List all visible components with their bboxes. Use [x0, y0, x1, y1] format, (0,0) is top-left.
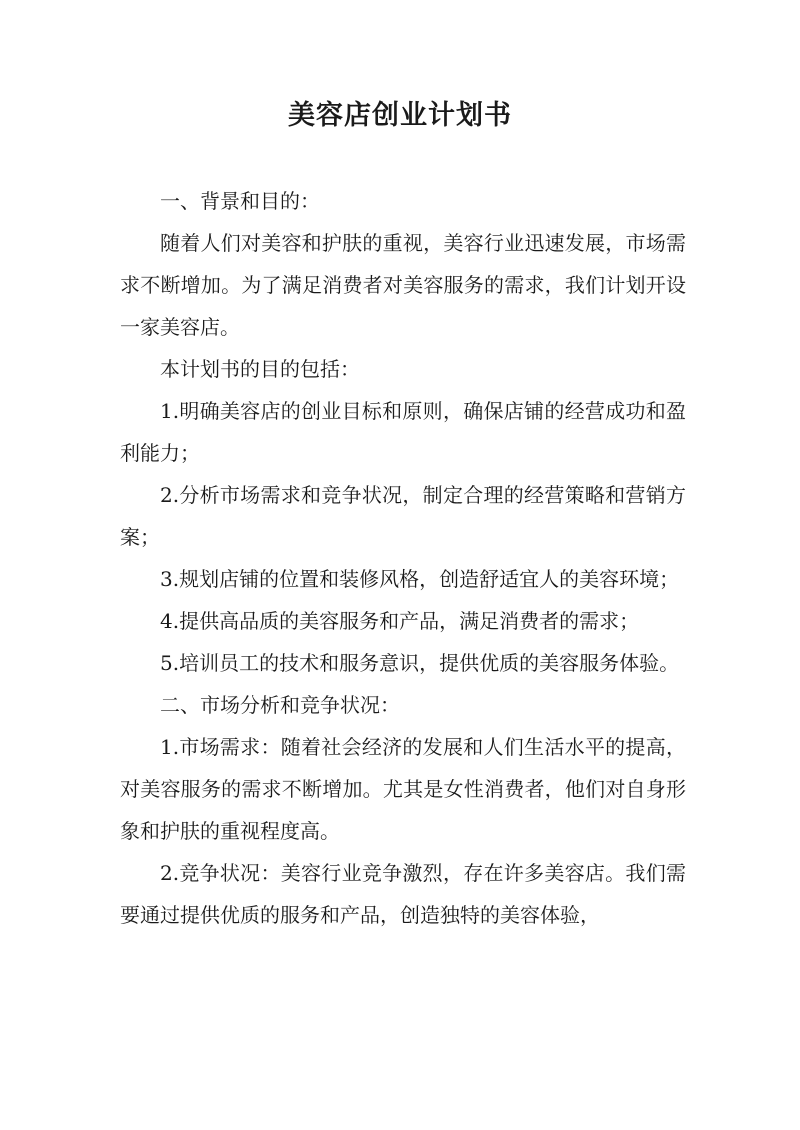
market-item-1: 1.市场需求：随着社会经济的发展和人们生活水平的提高，对美容服务的需求不断增加。尤其是女性消费者，他们对自身形象和护肤的重视程度高。: [120, 735, 686, 843]
goal-item-1: 1.明确美容店的创业目标和原则，确保店铺的经营成功和盈利能力；: [120, 399, 686, 465]
goal-item-3: 3.规划店铺的位置和装修风格，创造舒适宜人的美容环境；: [160, 567, 680, 591]
paragraph-background: 随着人们对美容和护肤的重视，美容行业迅速发展，市场需求不断增加。为了满足消费者对美容服务的需求，我们计划开设一家美容店。: [120, 231, 686, 339]
section-heading-market: 二、市场分析和竞争状况：: [160, 693, 400, 717]
market-item-2: 2.竞争状况：美容行业竞争激烈，存在许多美容店。我们需要通过提供优质的服务和产品，创造独特的美容体验，: [120, 861, 686, 927]
goal-item-5: 5.培训员工的技术和服务意识，提供优质的美容服务体验。: [160, 651, 680, 675]
paragraph-goals-intro: 本计划书的目的包括：: [160, 357, 360, 381]
goal-item-4: 4.提供高品质的美容服务和产品，满足消费者的需求；: [160, 609, 640, 633]
document-body: [120, 180, 686, 936]
document-title: 美容店创业计划书: [288, 100, 512, 131]
goal-item-2: 2.分析市场需求和竞争状况，制定合理的经营策略和营销方案；: [120, 483, 686, 549]
section-heading-background: 一、背景和目的：: [160, 189, 320, 213]
